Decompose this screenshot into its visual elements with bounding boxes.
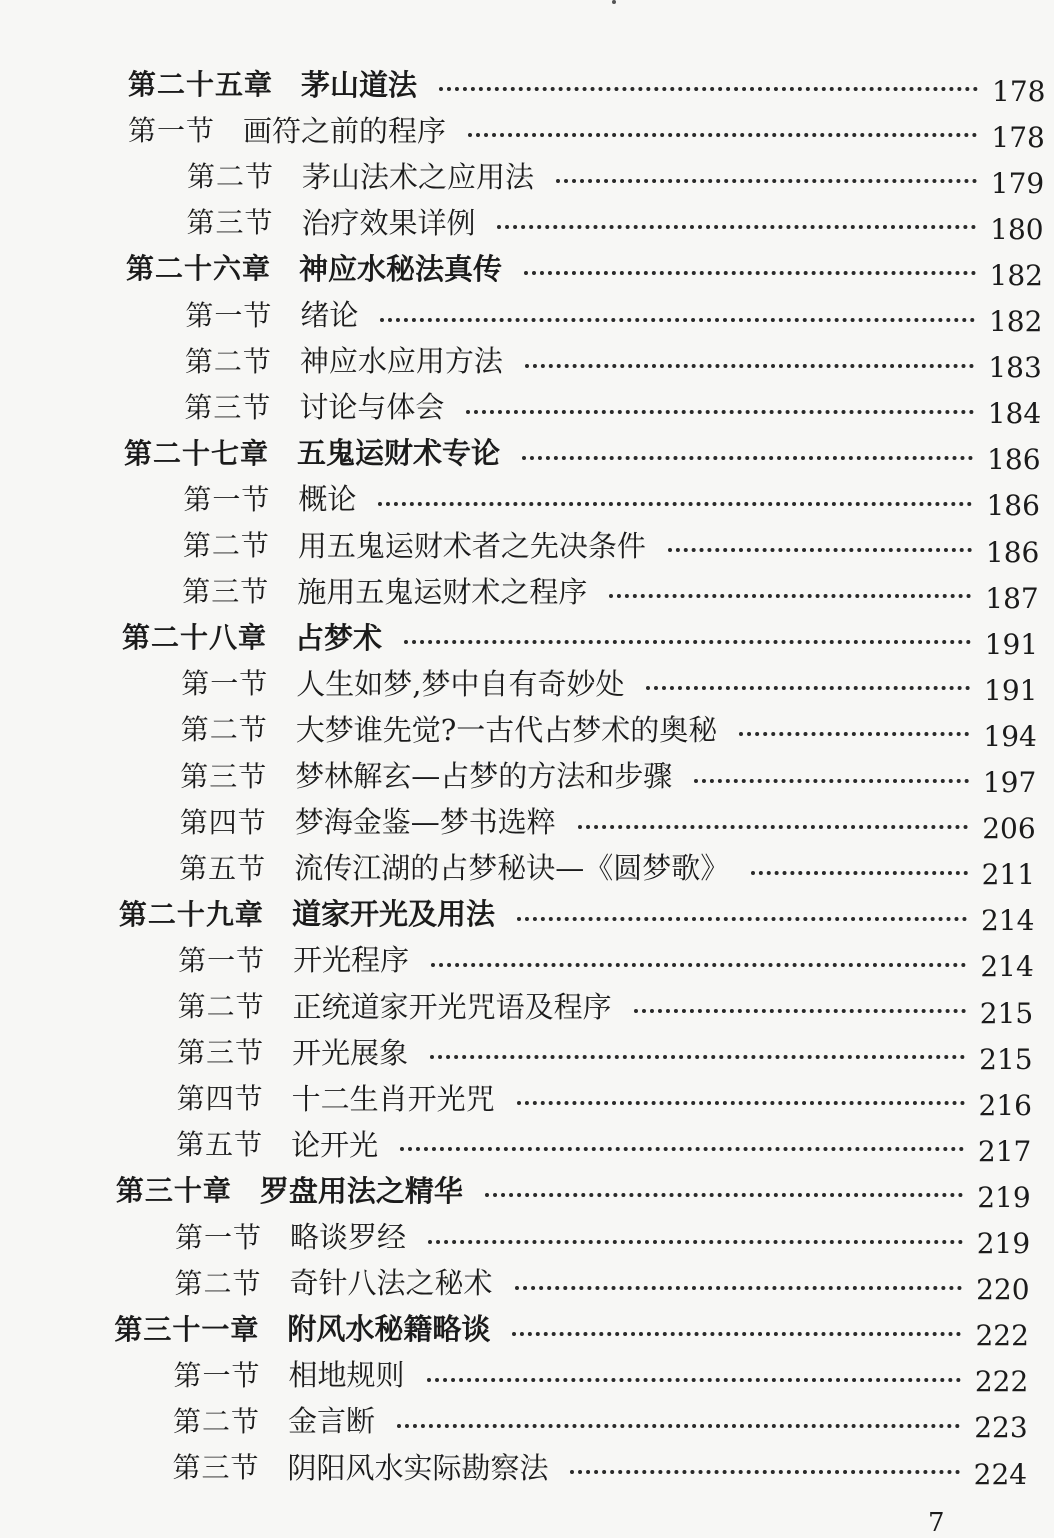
toc-entry-page: 182 (988, 305, 1043, 338)
toc-entry-title: 人生如梦,梦中自有奇妙处 (296, 666, 625, 701)
toc-entry-page: 186 (986, 489, 1040, 523)
toc-entry-page: 219 (977, 1180, 1031, 1214)
toc-entry-title: 茅山道法 (301, 67, 418, 102)
toc-entry-page: 194 (983, 719, 1037, 753)
toc-entry-label: 第三节 (177, 1036, 265, 1070)
toc-entry-title: 梦海金鉴—梦书选粹 (294, 805, 556, 840)
toc-section-entry (185, 337, 1040, 383)
dot-leader (428, 1240, 963, 1244)
toc-entry-label: 第三节 (180, 759, 268, 793)
toc-section-entry (185, 291, 1041, 337)
toc-section-entry (180, 752, 1035, 798)
toc-entry-label: 第二节 (174, 1266, 262, 1300)
toc-entry-label: 第三节 (186, 206, 274, 240)
toc-entry-title: 茅山法术之应用法 (301, 159, 534, 194)
toc-entry-title: 概论 (298, 482, 357, 517)
toc-entry-title: 道家开光及用法 (291, 897, 495, 932)
dot-leader (466, 410, 973, 414)
toc-entry-label: 第二十六章 (125, 252, 271, 286)
dot-leader (430, 1055, 965, 1059)
toc-entry-label: 第一节 (175, 1220, 263, 1254)
dot-leader (739, 732, 969, 736)
toc-entry-page: 182 (989, 258, 1043, 292)
toc-entry-label: 第三节 (184, 390, 272, 424)
toc-section-entry (128, 106, 1043, 152)
toc-entry-page: 211 (981, 858, 1036, 892)
dot-leader (522, 456, 973, 460)
dot-leader (751, 871, 967, 875)
toc-section-entry (175, 1259, 1029, 1305)
toc-entry-label: 第一节 (183, 482, 271, 516)
toc-chapter-entry (122, 613, 1037, 659)
toc-section-entry (173, 1397, 1026, 1443)
toc-section-entry (181, 659, 1036, 705)
toc-entry-page: 219 (976, 1227, 1031, 1260)
toc-entry-title: 阴阳风水实际勘察法 (287, 1450, 549, 1485)
toc-entry-page: 215 (979, 1042, 1033, 1076)
toc-entry-label: 第一节 (173, 1358, 261, 1392)
toc-entry-title: 附风水秘籍略谈 (287, 1312, 491, 1347)
toc-entry-label: 第三节 (172, 1451, 260, 1484)
toc-chapter-entry (114, 1305, 1027, 1351)
toc-entry-title: 神应水应用方法 (299, 344, 503, 379)
toc-section-entry (178, 936, 1032, 982)
toc-entry-label: 第一节 (178, 943, 266, 977)
toc-entry-page: 197 (982, 766, 1037, 799)
dot-leader (427, 1378, 961, 1382)
toc-entry-title: 奇针八法之秘术 (289, 1266, 493, 1301)
toc-entry-title: 金言断 (287, 1404, 375, 1439)
toc-entry-title: 十二生肖开光咒 (291, 1081, 495, 1116)
toc-entry-label: 第三十章 (115, 1174, 232, 1208)
toc-entry-label: 第五节 (179, 851, 267, 885)
dot-leader (525, 364, 974, 368)
toc-entry-title: 用五鬼运财术者之先决条件 (297, 528, 646, 563)
toc-chapter-entry (124, 429, 1039, 475)
toc-entry-title: 流传江湖的占梦秘诀—《圆梦歌》 (294, 851, 730, 886)
dot-leader (578, 825, 968, 829)
toc-entry-label: 第二节 (172, 1404, 260, 1438)
toc-entry-page: 214 (980, 904, 1035, 938)
dot-leader (485, 1193, 963, 1197)
dot-leader (524, 271, 976, 275)
toc-entry-label: 第二十九章 (118, 897, 264, 931)
dot-leader (404, 640, 971, 644)
toc-entry-page: 187 (985, 581, 1039, 615)
toc-entry-label: 第一节 (128, 114, 216, 148)
dot-leader (439, 87, 978, 91)
toc-entry-page: 206 (982, 812, 1036, 846)
toc-entry-page: 217 (977, 1134, 1032, 1168)
dot-leader (468, 133, 977, 137)
toc-entry-page: 186 (987, 443, 1041, 477)
toc-entry-label: 第二节 (184, 344, 272, 378)
page-number: 7 (928, 1508, 945, 1538)
toc-entry-title: 五鬼运财术专论 (296, 436, 500, 471)
toc-section-entry (182, 567, 1037, 613)
toc-chapter-entry (128, 60, 1044, 106)
toc-section-entry (177, 1074, 1031, 1120)
toc-entry-title: 罗盘用法之精华 (259, 1173, 463, 1208)
toc-entry-page: 215 (979, 996, 1034, 1030)
toc-entry-page: 179 (990, 166, 1045, 200)
dot-leader (515, 1286, 963, 1290)
dot-leader (694, 779, 969, 783)
dot-leader (397, 1424, 960, 1428)
toc-section-entry (184, 383, 1042, 431)
toc-entry-page: 184 (987, 397, 1042, 431)
dot-leader (400, 1147, 964, 1151)
toc-entry-page: 180 (990, 212, 1044, 246)
toc-chapter-entry (116, 1166, 1029, 1212)
toc-entry-label: 第一节 (181, 667, 269, 701)
dot-leader (646, 686, 970, 690)
dot-leader (512, 1332, 961, 1336)
toc-section-entry (177, 1028, 1031, 1074)
toc-section-entry (181, 705, 1036, 751)
toc-entry-label: 第四节 (176, 1082, 264, 1116)
toc-entry-page: 183 (988, 351, 1042, 385)
toc-entry-label: 第二十五章 (128, 68, 274, 101)
toc-section-entry (172, 1443, 1028, 1491)
toc-section-entry (183, 521, 1038, 567)
toc-entry-label: 第三节 (182, 575, 270, 609)
toc-entry-label: 第二节 (180, 713, 268, 747)
toc-entry-title: 相地规则 (288, 1358, 405, 1393)
dot-leader (517, 917, 967, 921)
toc-entry-page: 186 (985, 535, 1040, 569)
dot-leader (570, 1470, 959, 1474)
toc-entry-title: 绪论 (300, 298, 359, 332)
toc-entry-page: 178 (992, 74, 1046, 108)
toc-entry-page: 220 (976, 1273, 1030, 1307)
dot-leader (517, 1101, 965, 1105)
toc-entry-label: 第二十七章 (123, 436, 269, 470)
toc-entry-title: 略谈罗经 (290, 1220, 407, 1254)
toc-entry-page: 222 (975, 1319, 1029, 1353)
top-edge-mark (612, 0, 616, 4)
toc-entry-title: 开光展象 (292, 1035, 409, 1070)
toc-section-entry (179, 844, 1036, 892)
toc-entry-title: 论开光 (291, 1127, 379, 1162)
dot-leader (556, 179, 977, 183)
toc-entry-label: 第二节 (177, 990, 265, 1023)
toc-entry-title: 讨论与体会 (299, 390, 445, 425)
dot-leader (609, 594, 971, 598)
toc-section-entry (187, 152, 1043, 198)
toc-section-entry (173, 1351, 1029, 1399)
toc-section-entry (186, 198, 1042, 244)
toc-chapter-entry (126, 244, 1042, 290)
toc-entry-title: 治疗效果详例 (301, 205, 476, 240)
toc-entry-title: 正统道家开光咒语及程序 (292, 989, 612, 1024)
toc-entry-label: 第四节 (179, 805, 267, 839)
toc-section-entry (178, 982, 1032, 1028)
toc-section-entry (180, 798, 1035, 844)
toc-section-entry (176, 1120, 1030, 1166)
dot-leader (634, 1009, 966, 1013)
toc-entry-label: 第三十一章 (114, 1312, 260, 1346)
toc-entry-label: 第二节 (186, 160, 274, 194)
toc-entry-page: 178 (991, 120, 1045, 154)
dot-leader (380, 318, 975, 322)
toc-section-entry (175, 1213, 1029, 1259)
toc-entry-title: 开光程序 (293, 943, 410, 978)
toc-entry-title: 大梦谁先觉?一古代占梦术的奥秘 (295, 712, 718, 747)
toc-entry-label: 第五节 (176, 1128, 264, 1162)
toc-section-entry (183, 475, 1038, 521)
toc-entry-label: 第二十八章 (121, 621, 267, 655)
toc-entry-page: 191 (984, 627, 1039, 661)
toc-entry-label: 第一节 (185, 298, 273, 332)
toc-entry-page: 224 (973, 1457, 1028, 1491)
toc-entry-title: 施用五鬼运财术之程序 (297, 574, 588, 609)
toc-entry-page: 214 (980, 950, 1034, 984)
dot-leader (431, 963, 966, 967)
dot-leader (378, 502, 972, 506)
toc-entry-title: 画符之前的程序 (243, 113, 447, 148)
toc-chapter-entry (119, 890, 1033, 936)
toc-entry-page: 222 (974, 1365, 1029, 1399)
dot-leader (668, 548, 972, 552)
dot-leader (497, 225, 976, 229)
toc-entry-page: 191 (984, 673, 1038, 707)
toc-entry-title: 神应水秘法真传 (298, 251, 502, 286)
toc-entry-title: 占梦术 (294, 620, 382, 655)
toc-entry-title: 梦林解玄—占梦的方法和步骤 (295, 759, 673, 793)
toc-entry-page: 216 (978, 1088, 1032, 1122)
toc-entry-page: 223 (974, 1411, 1028, 1445)
toc-entry-label: 第二节 (182, 529, 270, 562)
